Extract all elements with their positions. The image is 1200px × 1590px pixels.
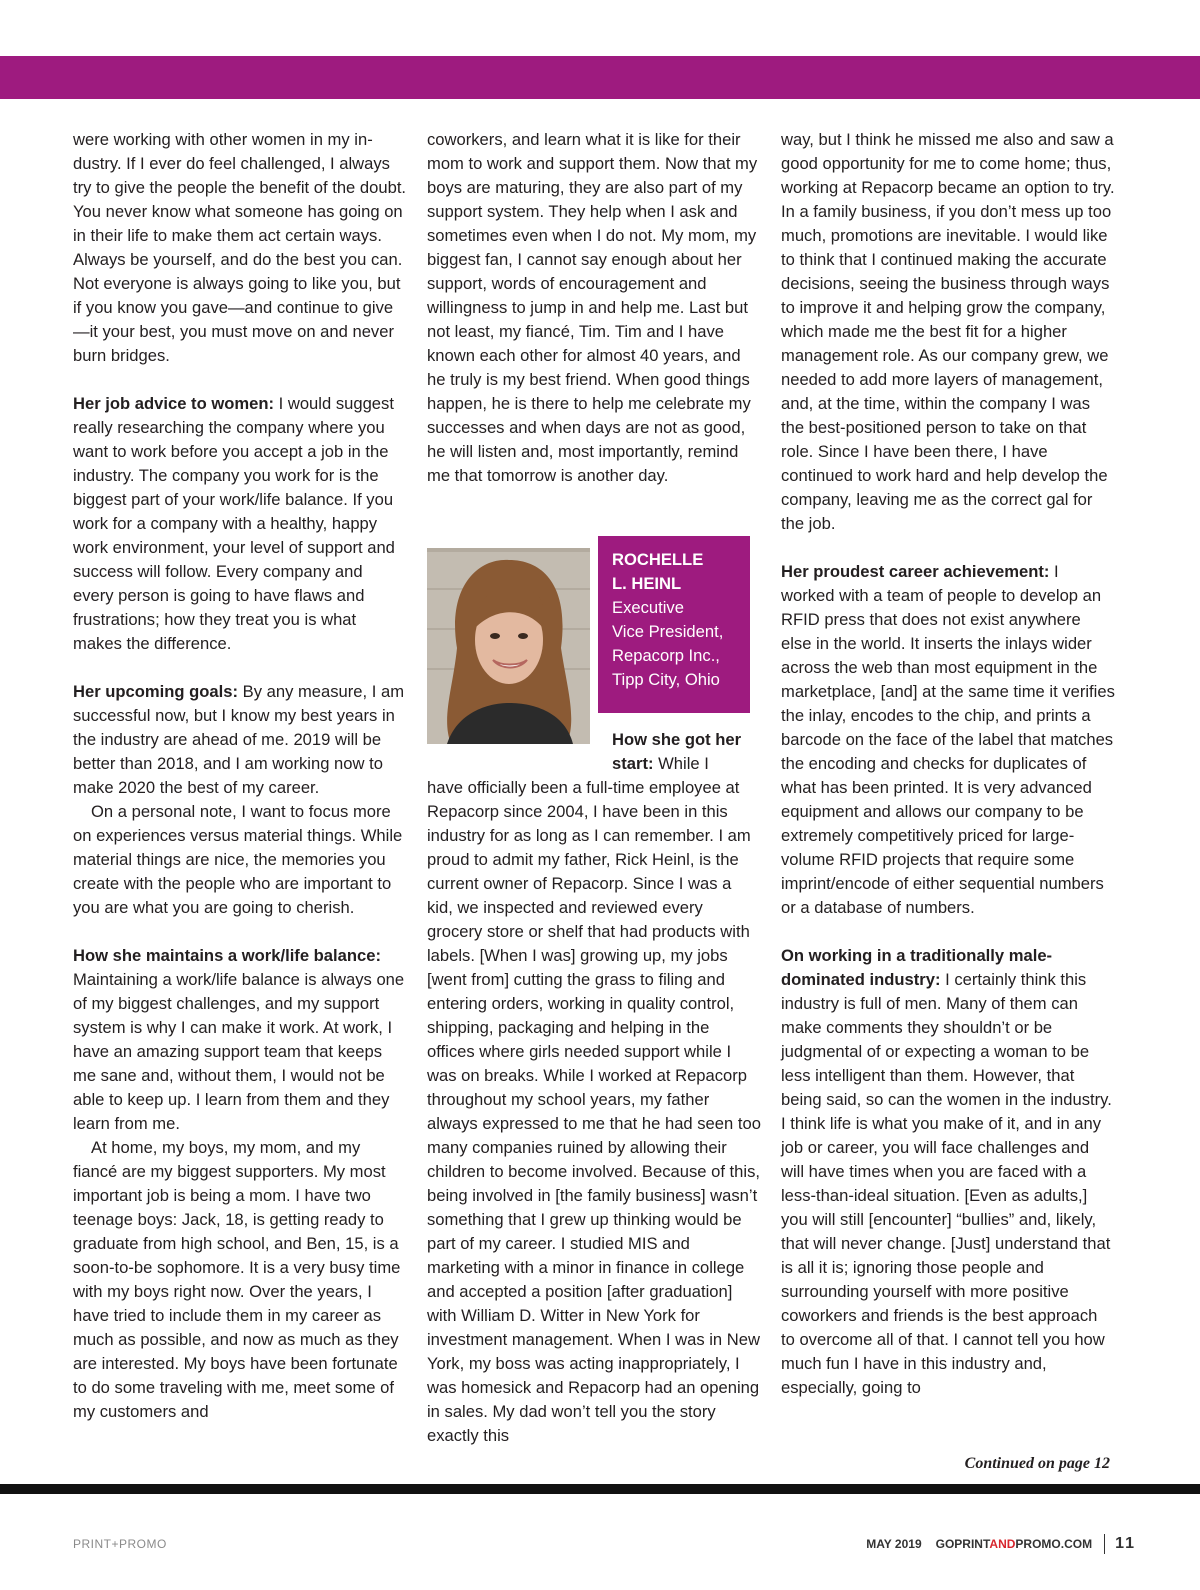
paragraph <box>73 680 407 800</box>
paragraph: On a personal note, I want to focus more on experiences versus material things. While material things are nice, the memories you create with the people who are important to you are what you are going to cherish. <box>73 802 403 917</box>
subhead: Her proudest career achievement: <box>781 562 1050 581</box>
profile-caption <box>598 536 750 713</box>
subhead: Her upcoming goals: <box>73 682 239 701</box>
footer-divider <box>1104 1534 1105 1554</box>
paragraph-text-start: While I <box>653 754 709 773</box>
publication-name: PRINT+PROMO <box>73 1537 167 1551</box>
subhead: How she maintains a work/life balance: <box>73 946 381 965</box>
paragraph: coworkers, and learn what it is like for their mom to work and support them. Now that my boys are maturing, they are also part of my support system. They help when I ask and sometimes even when I do not. My mom, my biggest fan, I cannot say enough about her support, words of encouragement and willingness to jump in and help me. Last but not least, my fiancé, Tim. Tim and I have known each other for almost 40 years, and he truly is my best friend. When good things happen, he is there to help me celebrate my successes and when days are not as good, he will listen and, most importantly, remind me that tomorrow is another day. <box>427 130 758 485</box>
paragraph: At home, my boys, my mom, and my fiancé are my biggest supporters. My most important job is being a mom. I have two teenage boys: Jack, 18, is getting ready to graduate from high school, and Ben, 15, is a soon-to-be sophomore. It is a very busy time with my boys right now. Over the years, I have tried to include them in my career as much as possible, and now as much as they are interested. My boys have been fortunate to do some traveling with me, meet some of my customers and <box>73 1138 401 1421</box>
paragraph-text: Maintaining a work/life balance is always one of my biggest challenges, and my support system is why I can make it work. At work, I have an amazing support team that keeps me sane and, without them, I would not be able to keep up. I learn from them and they learn from me. <box>73 970 405 1133</box>
profile-title-line: Repacorp Inc., <box>612 646 720 665</box>
paragraph <box>781 560 1115 920</box>
page-number: 11 <box>1115 1535 1136 1552</box>
paragraph <box>73 392 407 656</box>
paragraph <box>781 944 1115 1400</box>
website-part: GOPRINT <box>935 1537 990 1551</box>
paragraph: have officially been a full-time employee at Repacorp since 2004, I have been in this industry for as long as I can remember. I am proud to admit my father, Rick Heinl, is the current owner of Repacorp. Since I was a kid, we inspected and reviewed every grocery store or shelf that had products with labels. [When I was] growing up, my jobs [went from] cutting the grass to filing and entering orders, working in quality control, shipping, packaging and helping in the offices where girls needed support while I was on breaks. While I worked at Repacorp throughout my school years, my father always expressed to me that he had seen too many companies ruined by allowing their children to become involved. Because of this, being involved in [the family business] wasn’t something that I grew up thinking would be part of my career. I studied MIS and marketing with a minor in finance in college and accepted a position [after graduation] with William D. Witter in New York for investment management. When I was in New York, my boss was acting inappropriately, I was homesick and Repacorp had an opening in sales. My dad won’t tell you the story exactly this <box>427 778 761 1445</box>
paragraph-text: I worked with a team of people to develop an RFID press that does not exist anywhere else in the world. It inserts the inlays wider across the web than most equipment in the marketplace, [and] at the same time it verifies the inlay, encodes to the chip, and prints a barcode on the face of the label that matches the encoding and checks for duplicates of what has been printed. It is very advanced equipment and allows our company to be extremely competitively priced for large-volume RFID projects that require some imprint/encode of either sequential numbers or a database of numbers. <box>781 562 1115 917</box>
portrait-photo <box>427 548 590 744</box>
paragraph-text: By any measure, I am successful now, but I know my best years in the industry are ahead of me. 2019 will be better than 2018, and I am working now to make 2020 the best of my career. <box>73 682 405 797</box>
subhead: Her job advice to women: <box>73 394 275 413</box>
profile-box <box>427 536 761 728</box>
article-column-3 <box>781 128 1115 1400</box>
paragraph <box>73 944 407 1136</box>
profile-name-line-2: L. HEINL <box>612 574 682 593</box>
subhead: How she got her start: <box>612 730 742 773</box>
article-column-2 <box>427 128 761 1448</box>
profile-title-line: Tipp City, Ohio <box>612 670 720 689</box>
website <box>936 1537 1092 1551</box>
article-column-1 <box>73 128 407 1424</box>
paragraph: were working with other women in my industry. If I ever do feel challenged, I always try to give the people the benefit of the doubt. You never know what someone has going on in their life to make them act certain ways. Always be yourself, and do the best you can. Not everyone is always going to like you, but if you know you gave—and continue to give—it your best, you must move on and never burn bridges. <box>73 130 407 365</box>
profile-title-line: Executive <box>612 598 684 617</box>
issue-date: MAY 2019 <box>866 1537 922 1551</box>
website-part: PROMO.COM <box>1015 1537 1093 1551</box>
footer-info <box>866 1534 1136 1554</box>
profile-title-line: Vice President, <box>612 622 724 641</box>
paragraph: way, but I think he missed me also and saw a good opportunity for me to come home; thus, working at Repacorp became an option to try. In a family business, if you don’t mess up too much, promotions are inevitable. I would like to think that I continued making the accurate decisions, seeing the business through ways to improve it and helping grow the company, which made me the best fit for a higher management role. As our company grew, we needed to add more layers of management, and, at the time, within the company I was the best-positioned person to take on that role. Since I have been there, I have continued to work hard and help develop the company, leaving me as the correct gal for the job. <box>781 130 1115 533</box>
subhead: On working in a traditionally male-dominated industry: <box>781 946 1053 989</box>
top-color-band <box>0 56 1200 99</box>
website-part: AND <box>989 1537 1016 1551</box>
paragraph-text: I would suggest really researching the company where you want to work before you accept a job in the industry. The company you work for is the biggest part of your work/life balance. If you work for a company with a healthy, happy work environment, your level of support and success will follow. Every company and every person is going to have flaws and frustrations; how they treat you is what makes the difference. <box>73 394 395 653</box>
continued-note: Continued on page 12 <box>964 1455 1110 1472</box>
profile-name-line-1: ROCHELLE <box>612 550 704 569</box>
footer-rule <box>0 1484 1200 1494</box>
paragraph-text: I certainly think this industry is full of men. Many of them can make comments they shouldn’t or be judgmental of or expecting a woman to be less intelligent than them. However, that being said, so can the women in the industry. I think life is what you make of it, and in any job or career, you will face challenges and will have times when you are faced with a less-than-ideal situation. [Even as adults,] you will still [encounter] “bullies” and, likely, that will never change. [Just] understand that is all it is; ignoring those people and surrounding yourself with more positive coworkers and friends is the best approach to overcome all of that. I cannot tell you how much fun I have in this industry and, especially, going to <box>781 970 1112 1397</box>
